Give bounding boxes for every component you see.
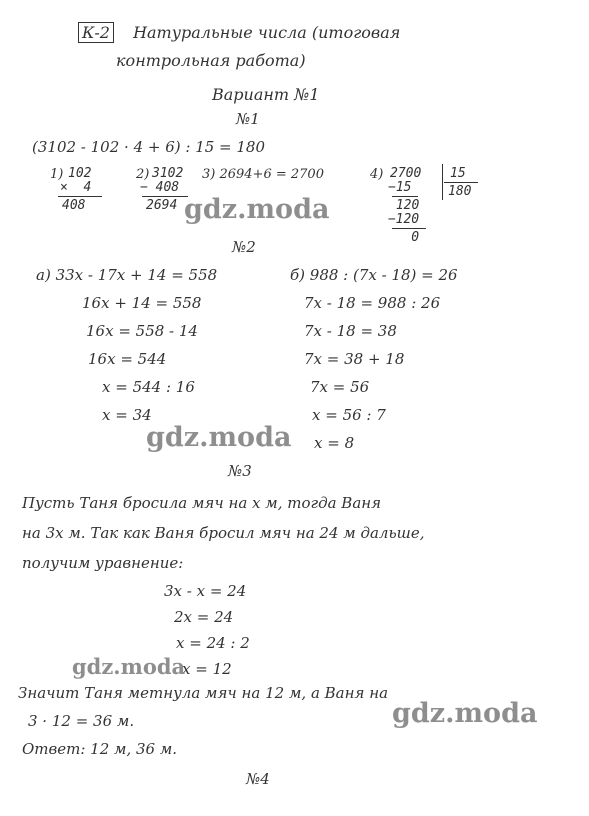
task2-a-l3: 16x = 558 - 14 <box>86 322 198 340</box>
task2-number: №2 <box>232 238 256 256</box>
task2-a-l5: x = 544 : 16 <box>102 378 195 396</box>
task1-step1-rule <box>58 196 102 197</box>
task1-step4-quotient: 180 <box>448 184 472 199</box>
task3-number: №3 <box>228 462 252 480</box>
task2-a-l2: 16x + 14 = 558 <box>82 294 202 312</box>
task2-b-l7: x = 8 <box>314 434 355 452</box>
task1-step2-rule <box>142 196 188 197</box>
task2-b-l1: б) 988 : (7x - 18) = 26 <box>290 266 458 284</box>
task1-step2-l2: − 408 <box>140 180 180 195</box>
title-line2: контрольная работа) <box>116 51 306 70</box>
task1-expression: (3102 - 102 · 4 + 6) : 15 = 180 <box>32 138 266 156</box>
variant-title: Вариант №1 <box>212 85 320 104</box>
header-line1 <box>78 24 400 42</box>
task2-a-l4: 16x = 544 <box>88 350 167 368</box>
task3-eq-l2: 2x = 24 <box>174 608 234 626</box>
task3-concl-l1: Значит Таня метнула мяч на 12 м, а Ваня на <box>18 684 389 702</box>
task1-step1-l3: 408 <box>62 198 86 213</box>
watermark-1: gdz.moda <box>184 194 330 225</box>
task1-step2-l1: 3102 <box>152 166 184 181</box>
task3-eq-l1: 3x - x = 24 <box>164 582 247 600</box>
task1-step1-label: 1) <box>50 167 64 182</box>
task1-step4-label: 4) <box>370 167 384 182</box>
task2-b-l2: 7x - 18 = 988 : 26 <box>304 294 441 312</box>
task1-step4-l4: −120 <box>380 212 420 227</box>
task1-step4-l5: 0 <box>380 230 420 245</box>
task1-step4-l3: 120 <box>388 198 420 213</box>
task1-step4-l2: −15 <box>388 180 412 195</box>
task3-eq-l4: x = 12 <box>182 660 232 678</box>
watermark-4: gdz.moda <box>392 698 538 729</box>
task1-division-bar <box>442 164 443 200</box>
task3-text-l1: Пусть Таня бросила мяч на x м, тогда Ваня <box>22 494 382 512</box>
task1-step1-l1: 102 <box>68 166 92 181</box>
task3-answer: Ответ: 12 м, 36 м. <box>22 740 178 758</box>
task2-a-l6: x = 34 <box>102 406 152 424</box>
task3-eq-l3: x = 24 : 2 <box>176 634 250 652</box>
task2-b-l5: 7x = 56 <box>310 378 370 396</box>
task1-step4-divisor: 15 <box>450 166 466 181</box>
variant-box-label: К-2 <box>78 22 114 43</box>
task1-step2-label: 2) <box>136 167 150 182</box>
task1-step4-rule2 <box>392 228 426 229</box>
task3-text-l2: на 3x м. Так как Ваня бросил мяч на 24 м дальше, <box>22 524 425 542</box>
task1-step4-rule1 <box>392 196 418 197</box>
task1-step4-l1: 2700 <box>390 166 422 181</box>
task2-a-l1: а) 33x - 17x + 14 = 558 <box>36 266 218 284</box>
task1-number: №1 <box>236 110 260 128</box>
title-line1: Натуральные числа (итоговая <box>133 23 401 42</box>
task2-b-l3: 7x - 18 = 38 <box>304 322 397 340</box>
task1-step3: 3) 2694+6 = 2700 <box>202 167 324 182</box>
task3-text-l3: получим уравнение: <box>22 554 184 572</box>
task4-number: №4 <box>246 770 270 788</box>
task1-step4-rule3 <box>444 182 478 183</box>
task2-b-l6: x = 56 : 7 <box>312 406 386 424</box>
task1-step2-l3: 2694 <box>146 198 178 213</box>
task1-step1-l2: × 4 <box>60 180 92 195</box>
task2-b-l4: 7x = 38 + 18 <box>304 350 405 368</box>
watermark-3: gdz.moda <box>72 654 186 679</box>
watermark-2: gdz.moda <box>146 422 292 453</box>
task3-concl-l2: 3 · 12 = 36 м. <box>28 712 135 730</box>
